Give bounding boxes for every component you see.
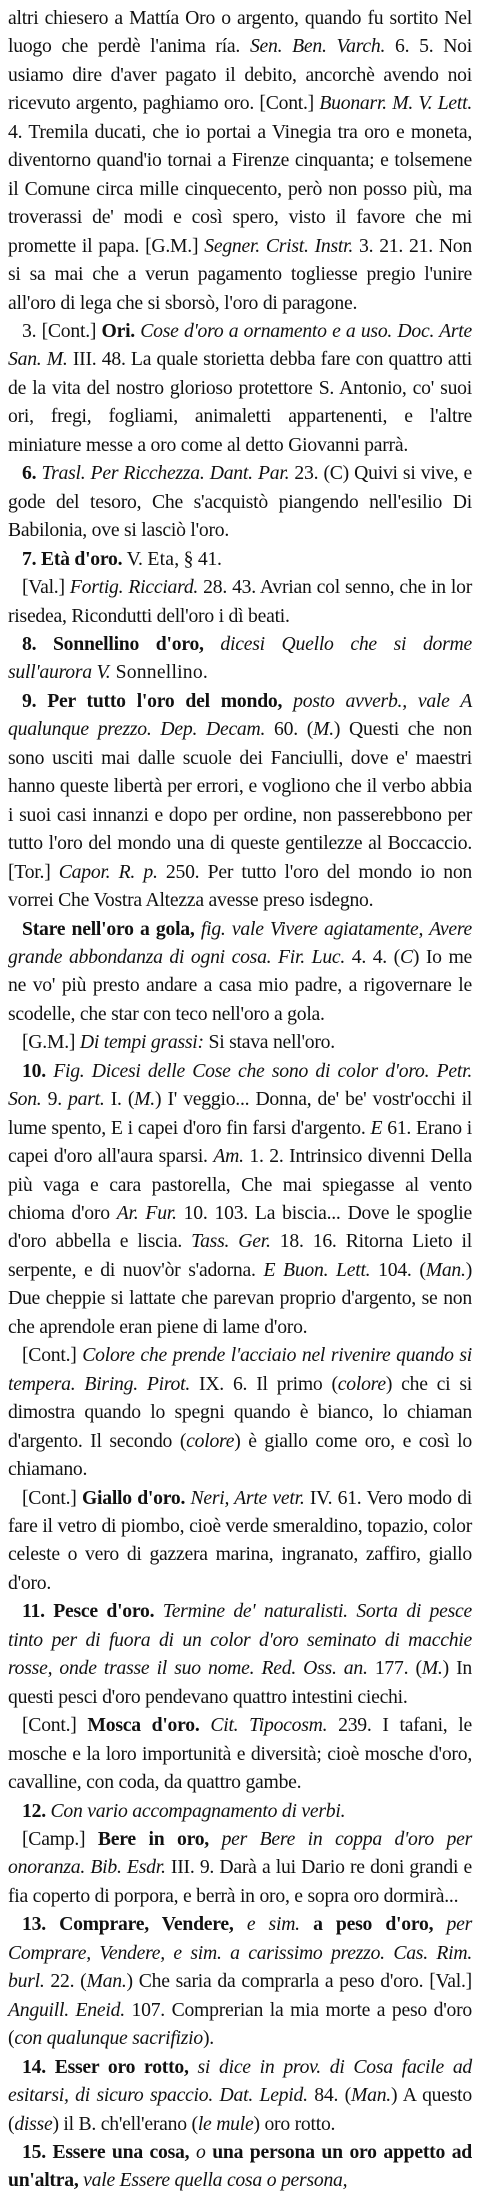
entry-s15	[8, 2138, 472, 2195]
italic-text: Con vario accompagnamento di verbi.	[50, 1799, 346, 1822]
text-run: [G.M.]	[22, 1031, 80, 1054]
italic-text: Tass. Ger.	[191, 1230, 271, 1253]
italic-text: posto avverb., vale A qualunque prezzo. Dep. Decam.	[8, 689, 473, 741]
entry-s10c	[8, 1484, 472, 1598]
headword: 14. Esser oro rotto,	[22, 2055, 189, 2078]
text-run: ) il B. ch'ell'erano (	[52, 2112, 198, 2135]
italic-text: Buonarr. M. V. Lett.	[319, 92, 472, 115]
text-run: [Cont.]	[22, 1486, 82, 1509]
text-run: ) Due cheppie si lattate che parevan proprio d'argento, se non che aprendole eran piene di lame d'oro.	[8, 1258, 473, 1338]
entry-s13	[8, 1910, 472, 2052]
italic-text: Cose d'oro a ornamento e a uso. Doc. Arte San. M.	[8, 319, 473, 371]
text-run: 1. 2. Intrinsico divenni Della più vaga e cara pastorella, Che mai spiegasse al vento chioma d'oro	[8, 1145, 472, 1225]
italic-text: M.	[134, 1088, 155, 1111]
italic-text: o	[189, 2140, 213, 2163]
entry-s12	[8, 1797, 472, 1825]
italic-text: part.	[68, 1088, 105, 1111]
text-run: [Camp.]	[22, 1828, 98, 1850]
italic-text: Sen. Ben. Varch.	[249, 35, 386, 58]
headword: 7. Età d'oro.	[22, 547, 123, 570]
text-run: ) che ci si dimostra quando lo spegni quando è bianco, lo chiaman d'argento. Il secondo (	[8, 1372, 472, 1452]
italic-text: si dice in prov. di Cosa facile ad esitarsi, di sicuro spaccio. Dat. Lepid.	[8, 2055, 473, 2107]
headword: 15. Essere una cosa,	[22, 2140, 190, 2163]
headword: 11. Pesce d'oro.	[22, 1600, 155, 1623]
text-run: IX. 6. Il primo (	[190, 1372, 338, 1395]
italic-text: Man.	[425, 1258, 466, 1281]
italic-text: Di tempi grassi:	[79, 1031, 204, 1054]
text-run: 3. 21. 21. Non si sa mai che a verun pagamento togliesse pregio l'unire all'oro di lega che si sborsò, l'oro di paragone.	[8, 234, 472, 314]
text-run: ) Io me ne vo' più presto andare a casa mio padre, a rigovernare le scodelle, che star con teco nell'oro a gola.	[8, 945, 473, 1025]
headword: 6.	[22, 462, 42, 485]
text-run: 250. Per tutto l'oro del mondo io non vorrei Che Vostra Altezza avesse preso isdegno.	[8, 860, 473, 912]
entry-frag	[8, 4, 472, 317]
italic-text: le mule	[197, 2112, 254, 2135]
text-run: Sonnellino.	[110, 661, 209, 684]
entry-s7b	[8, 573, 472, 630]
text-run: ) Questi che non sono usciti mai dalle scuole dei Fanciulli, dove e' maestri hanno queste libertà per errori, e vogliono che il verbo abbia i suoi casi innanzi e dopo per ordine, non passerebbono per tutto l'oro del mondo una di queste gentilezze al Boccaccio. [Tor.]	[8, 718, 472, 883]
text-run: altri chiesero a Mattía Oro o argento, quando fu sortito Nel luogo che perdè l'anima ría.	[8, 7, 472, 58]
italic-text: Am.	[213, 1145, 244, 1168]
text-run: ) I' veggio... Donna, de' be' vostr'occhi il lume spento, E i capei d'oro fin farsi d'argento.	[8, 1088, 473, 1139]
text-run: ).	[203, 2027, 214, 2050]
italic-text: Man.	[86, 1970, 127, 1993]
entry-s10	[8, 1057, 472, 1342]
italic-text: Cit. Tipocosm.	[199, 1714, 328, 1737]
italic-text: Man.	[350, 2084, 391, 2107]
text-run: 4. Tremila ducati, che io portai a Vinegia tra oro e moneta, diventorno quand'io tornai a Firenze cinquanta; e tolsemene il Comune circa mille cinquecento, però non posso più, ma troverassi de' modi e così spero, visto il favore che mi promette il papa. [G.M.]	[8, 120, 472, 257]
italic-text: Anguill. Eneid.	[8, 1998, 125, 2021]
text-run: 22. (	[44, 1970, 87, 1993]
italic-text: per Bere in coppa d'oro per onoranza. Bib. Esdr.	[8, 1828, 473, 1879]
italic-text: E	[370, 1116, 383, 1139]
entry-s7	[8, 545, 472, 573]
entry-s14	[8, 2053, 472, 2138]
entry-s12b	[8, 1825, 472, 1910]
entry-s9	[8, 687, 472, 915]
italic-text: colore	[337, 1372, 386, 1395]
italic-text: Capor. R. p.	[58, 860, 158, 883]
text-run: I. (	[104, 1088, 135, 1111]
italic-text: Trasl. Per Ricchezza. Dant. Par.	[41, 462, 290, 485]
italic-text: disse	[14, 2112, 53, 2135]
headword: 10.	[22, 1059, 54, 1082]
text-run: 3. [Cont.]	[22, 319, 102, 342]
headword: 9. Per tutto l'oro del mondo,	[22, 689, 283, 712]
text-run: , § 41.	[174, 547, 222, 570]
text-run: 9.	[41, 1088, 69, 1111]
text-run: IV. 61. Vero modo di fare il vetro di piombo, cioè verde smeraldino, topazio, color celeste o vero di gazzera marina, ingranato, zaffiro, giallo d'oro.	[8, 1486, 473, 1594]
headword: 8. Sonnellino d'oro,	[22, 632, 204, 655]
headword: Stare nell'oro a gola,	[22, 917, 195, 940]
italic-text: per Comprare, Vendere, e sim. a carissimo prezzo. Cas. Rim. burl.	[8, 1913, 472, 1993]
entry-s9b	[8, 915, 472, 1029]
text-run: ) In questi pesci d'oro pendevano quattro intestini ciechi.	[8, 1657, 472, 1708]
text-run: ) Che saria da comprarla a peso d'oro. [Val.]	[126, 1970, 472, 1993]
italic-text: M.	[313, 718, 334, 741]
headword: Ori.	[101, 319, 135, 342]
entry-s10b	[8, 1341, 472, 1483]
headword: Mosca d'oro.	[87, 1714, 200, 1737]
entry-s3	[8, 317, 472, 459]
text-run: 6. 5. Noi usiamo dire d'aver pagato il debito, ancorchè avendo noi ricevuto argento, paghiamo oro. [Cont.]	[8, 35, 472, 115]
text-run: V.	[122, 547, 148, 570]
text-run: 28. 43. Avrian col senno, che in lor risedea, Ricondutti dell'oro i dì beati.	[8, 576, 473, 627]
italic-text: E Buon. Lett.	[263, 1258, 371, 1281]
text-run: 107. Comprerian la mia morte a peso d'oro (	[8, 1998, 473, 2050]
text-run: 23. (C) Quivi si vive, e gode del tesoro, Che s'acquistò piangendo nell'esilio Di Babilonia, ove si lasciò l'oro.	[8, 462, 472, 542]
text-run: 239. I tafani, le mosche e la loro importunità e diversità; cioè mosche d'oro, cavalline, con coda, da quattro gambe.	[8, 1714, 472, 1794]
text-run: 104. (	[370, 1258, 426, 1281]
italic-text: dicesi Quello che si dorme sull'aurora V.	[8, 632, 472, 684]
italic-text: Segner. Crist. Instr.	[204, 234, 354, 257]
italic-text: fig. vale Vivere agiatamente, Avere grande abbondanza di ogni cosa. Fir. Luc.	[8, 917, 472, 968]
text-run: Si stava nell'oro.	[203, 1031, 335, 1054]
headword: Giallo d'oro.	[81, 1486, 186, 1509]
headword: 12.	[22, 1799, 51, 1822]
text-run: 84. (	[307, 2084, 351, 2107]
text-run: 177. (	[367, 1657, 422, 1680]
headword: 13. Comprare, Vendere,	[22, 1913, 234, 1936]
entry-s9c	[8, 1028, 472, 1056]
italic-text: Fortig. Ricciard.	[69, 576, 199, 599]
italic-text: C	[399, 945, 413, 968]
italic-text: colore	[186, 1429, 235, 1452]
text-run: 60. (	[265, 718, 314, 741]
italic-text: con qualunque sacrifizio	[14, 2027, 203, 2050]
entry-s8	[8, 630, 472, 687]
italic-text: Termine de' naturalisti. Sorta di pesce tinto per di fuora di un color d'oro seminato di macchie rosse, onde trasse il suo nome. Red. Oss. an.	[8, 1600, 472, 1680]
italic-text: Ar. Fur.	[116, 1202, 177, 1225]
italic-text: vale Essere quella cosa o persona,	[78, 2169, 348, 2192]
text-run: [Cont.]	[22, 1714, 88, 1737]
text-run: 10. 103. La biscia... Dove le spoglie d'oro abbella e liscia.	[8, 1202, 472, 1253]
text-run: 18. 16. Ritorna Lieto il serpente, e di nuov'òr s'adorna.	[8, 1230, 473, 1281]
text-run: ) A questo (	[8, 2084, 472, 2135]
text-run: 61. Erano i capei d'oro all'aura sparsi.	[8, 1116, 472, 1168]
text-run: III. 9. Darà a lui Dario re doni grandi e fia coperto di porpora, e berrà in oro, e sopra oro dormirà...	[8, 1856, 472, 1907]
entry-s11b	[8, 1711, 472, 1796]
headword: a peso d'oro,	[313, 1913, 434, 1936]
text-run: III. 48. La quale storietta debba fare con quattro atti de la vita del nostro glorioso protettore S. Antonio, co' suoi ori, fregi, fogliami, animaletti appartenenti, e l'altre miniature messe a oro come al detto Giovanni parrà.	[8, 348, 472, 456]
headword: una persona un oro appetto ad un'altra,	[8, 2140, 473, 2192]
text-run: ) oro rotto.	[253, 2112, 336, 2135]
entry-s6	[8, 459, 472, 544]
text-run: [Val.]	[22, 576, 70, 599]
text-run: Eta	[147, 547, 175, 570]
text-run: [Cont.]	[22, 1344, 83, 1367]
italic-text: Neri, Arte vetr.	[185, 1486, 305, 1509]
entry-s11	[8, 1597, 472, 1711]
headword: Bere in oro,	[97, 1828, 209, 1850]
italic-text: e sim.	[233, 1913, 314, 1936]
italic-text: Colore che prende l'acciaio nel rivenire quando si tempera. Biring. Pirot.	[8, 1344, 472, 1395]
text-run: ) è giallo come oro, e così lo chiamano.	[8, 1429, 472, 1481]
italic-text: Fig. Dicesi delle Cose che sono di color d'oro. Petr. Son.	[8, 1059, 473, 1111]
text-run: 4. 4. (	[345, 945, 400, 968]
italic-text: M.	[421, 1657, 443, 1680]
